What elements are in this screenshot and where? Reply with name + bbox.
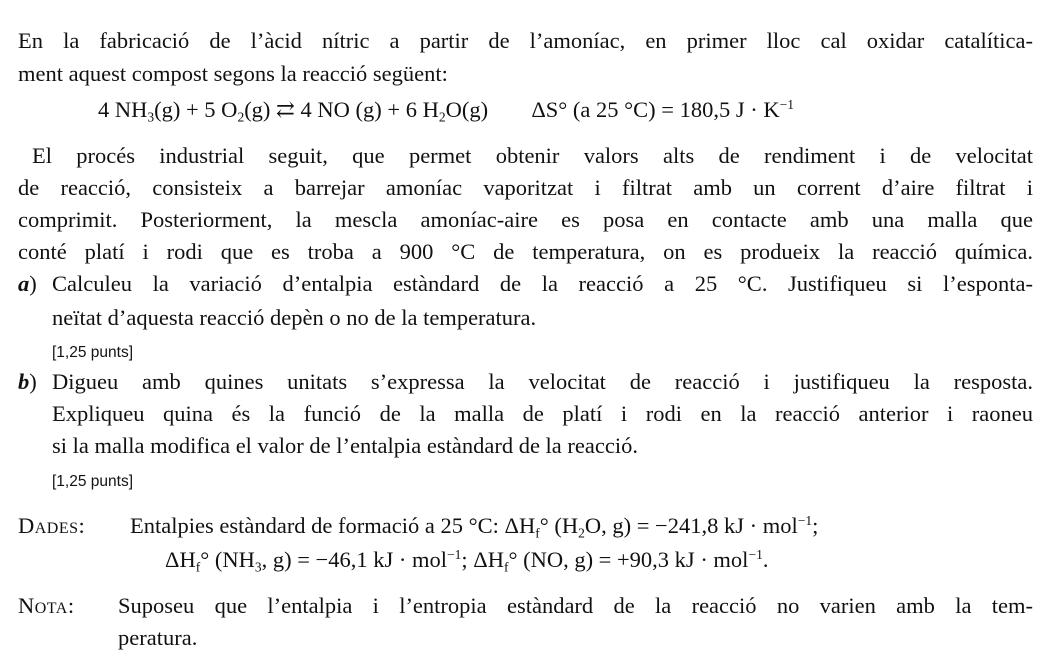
process-line-4: conté platí i rodi que es troba a 900 °C de temperatura, on es produeix la reacció química.: [18, 239, 1033, 264]
eq-products: (g) ⇄ 4 NO (g) + 6 H: [244, 97, 439, 122]
intro-line-2: ment aquest compost segons la reacció següent:: [18, 61, 448, 86]
eq-entropy-exp: −1: [779, 96, 794, 112]
nota-line-2: peratura.: [118, 625, 198, 650]
part-b-points: [1,25 punts]: [52, 473, 134, 490]
process-line-2: de reacció, consisteix a barrejar amoníac vaporitzat i filtrat amb un corrent d’aire filtrat i: [18, 175, 1033, 200]
eq-sub-3: 3: [147, 109, 155, 125]
dades-line-1: Entalpies estàndard de formació a 25 °C: $\Delta H_f^\circ$ ($H_2O$, g) = −241,8 kJ · mol$^{-1}$;: [130, 512, 819, 541]
part-b-label: b): [18, 369, 37, 394]
eq-reactant-oxygen: (g) + 5 O: [154, 97, 238, 122]
part-b-line-1: Digueu amb quines unitats s’expressa la velocitat de reacció i justifiqueu la resposta.: [52, 369, 1033, 394]
process-line-1: El procés industrial seguit, que permet obtenir valors alts de rendiment i de velocitat: [32, 143, 1033, 168]
nota-line-1: Suposeu que l’entalpia i l’entropia estàndard de la reacció no varien amb la tem-: [118, 593, 1033, 618]
part-a-line-2: neïtat d’aquesta reacció depèn o no de la temperatura.: [52, 305, 537, 330]
part-b-line-2: Expliqueu quina és la funció de la malla de platí i rodi en la reacció anterior i raoneu: [52, 401, 1033, 426]
eq-water: O(g): [445, 97, 489, 122]
part-a-line-1: Calculeu la variació d’entalpia estàndard de la reacció a 25 °C. Justifiqueu si l’esponta-: [52, 271, 1033, 296]
part-a-label: a): [18, 271, 37, 296]
nota-label: Nota:: [18, 593, 75, 618]
eq-reactant-ammonia: 4 NH: [98, 97, 148, 122]
part-a-points: [1,25 punts]: [52, 344, 134, 361]
reaction-equation: [98, 94, 794, 126]
part-b-line-3: si la malla modifica el valor de l’entalpia estàndard de la reacció.: [52, 433, 638, 458]
dades-label: Dades:: [18, 513, 86, 538]
eq-entropy: ΔS° (a 25 °C) = 180,5 J · K: [531, 97, 780, 122]
eq-sub-2b: 2: [438, 109, 446, 125]
eq-sub-2a: 2: [237, 109, 245, 125]
dades-line-2: $\Delta H_f^\circ$ ($NH_3$, g) = −46,1 kJ · mol$^{-1}$; $\Delta H_f^\circ$ (NO, g) = +90,3 kJ · mol$^{-1}$.: [165, 546, 769, 575]
process-line-3: comprimit. Posteriorment, la mescla amoníac-aire es posa en contacte amb una malla que: [18, 207, 1033, 232]
intro-line-1: En la fabricació de l’àcid nítric a partir de l’amoníac, en primer lloc cal oxidar catalítica-: [18, 28, 1033, 53]
